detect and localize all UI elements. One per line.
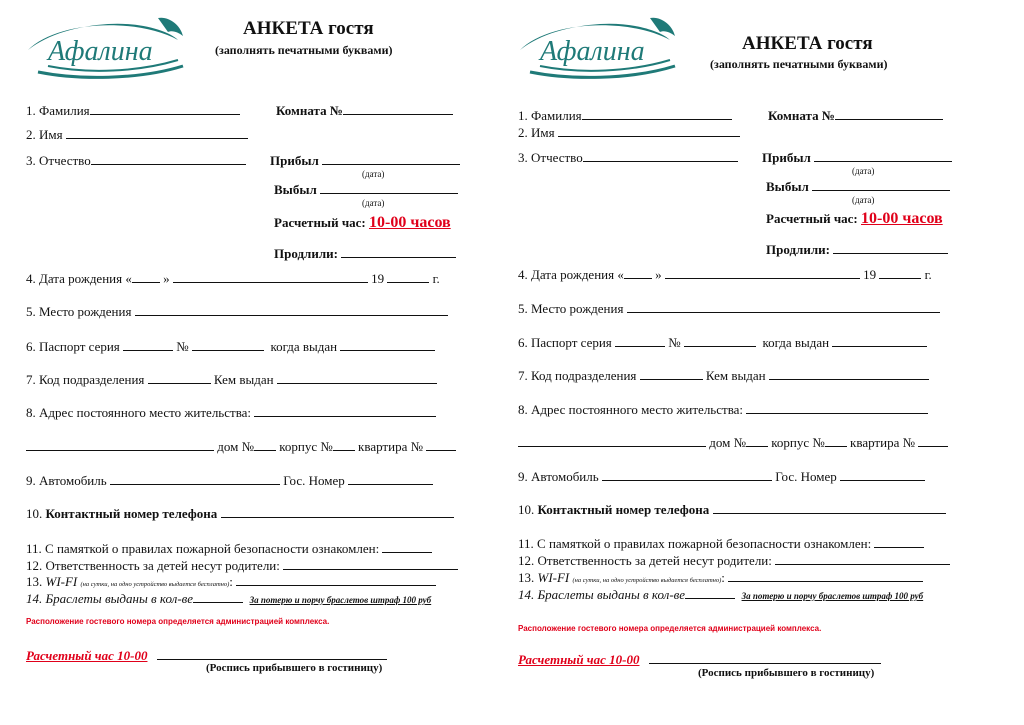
- birthdate-field[interactable]: 4. Дата рождения « » 19 г.: [26, 271, 440, 286]
- departed-field[interactable]: Выбыл: [766, 178, 950, 195]
- guest-form-right: [510, 0, 1000, 725]
- checkout-footer[interactable]: Расчетный час 10-00: [518, 651, 881, 668]
- division-code-field[interactable]: 7. Код подразделения Кем выдан: [26, 371, 437, 388]
- room-field[interactable]: Комната №: [768, 107, 943, 124]
- birthdate-field[interactable]: 4. Дата рождения « » 19 г.: [518, 267, 932, 282]
- patronymic-field[interactable]: 3. Отчество: [26, 152, 246, 169]
- extended-field[interactable]: Продлили:: [766, 241, 948, 258]
- form-subtitle: (заполнять печатными буквами): [215, 43, 393, 57]
- children-field[interactable]: 12. Ответственность за детей несут родители:: [518, 552, 950, 569]
- checkout-time: Расчетный час: 10-00 часов: [766, 210, 943, 227]
- wifi-field[interactable]: 13. WI-FI (на сутки, на одно устройство выдается бесплатно):: [518, 569, 923, 586]
- extended-field[interactable]: Продлили:: [274, 245, 456, 262]
- departed-date-hint: (дата): [852, 195, 875, 205]
- fire-safety-field[interactable]: 11. С памяткой о правилах пожарной безопасности ознакомлен:: [518, 535, 924, 552]
- address-field[interactable]: 8. Адрес постоянного место жительства:: [518, 401, 928, 418]
- wifi-field[interactable]: 13. WI-FI (на сутки, на одно устройство выдается бесплатно):: [26, 573, 436, 590]
- arrived-field[interactable]: Прибыл: [270, 152, 460, 169]
- arrived-date-hint: (дата): [362, 169, 385, 179]
- division-code-field[interactable]: 7. Код подразделения Кем выдан: [518, 367, 929, 384]
- children-field[interactable]: 12. Ответственность за детей несут родители:: [26, 557, 458, 574]
- signature-caption: (Роспись прибывшего в гостиницу): [206, 662, 383, 674]
- birthplace-field[interactable]: 5. Место рождения: [518, 300, 940, 317]
- surname-field[interactable]: 1. Фамилия: [518, 107, 732, 124]
- car-field[interactable]: 9. Автомобиль Гос. Номер: [26, 472, 433, 489]
- afalina-logo: [18, 10, 193, 82]
- checkout-footer[interactable]: Расчетный час 10-00: [26, 647, 387, 664]
- form-subtitle: (заполнять печатными буквами): [710, 57, 888, 71]
- passport-field[interactable]: 6. Паспорт серия № когда выдан: [518, 334, 927, 351]
- name-field[interactable]: 2. Имя: [26, 126, 248, 143]
- arrived-field[interactable]: Прибыл: [762, 149, 952, 166]
- bracelets-field[interactable]: 14. Браслеты выданы в кол-ве За потерю и порчу браслетов штраф 100 руб: [518, 587, 924, 602]
- phone-field[interactable]: 10. Контактный номер телефона: [518, 501, 946, 518]
- car-field[interactable]: 9. Автомобиль Гос. Номер: [518, 468, 925, 485]
- signature-caption: (Роспись прибывшего в гостиницу): [698, 667, 875, 679]
- form-title: АНКЕТА гостя: [742, 33, 873, 54]
- bracelets-field[interactable]: 14. Браслеты выданы в кол-ве За потерю и порчу браслетов штраф 100 руб: [26, 591, 432, 606]
- checkout-time: Расчетный час: 10-00 часов: [274, 214, 451, 231]
- svg-text:Афалина: Афалина: [48, 36, 153, 67]
- afalina-logo: [510, 10, 685, 82]
- room-assignment-note: Расположение гостевого номера определяется администрацией комплекса.: [518, 624, 822, 633]
- room-field[interactable]: Комната №: [276, 102, 453, 119]
- address-line-2[interactable]: дом № корпус № квартира №: [26, 438, 456, 455]
- room-assignment-note: Расположение гостевого номера определяется администрацией комплекса.: [26, 617, 330, 626]
- arrived-date-hint: (дата): [852, 166, 875, 176]
- departed-date-hint: (дата): [362, 198, 385, 208]
- fire-safety-field[interactable]: 11. С памяткой о правилах пожарной безопасности ознакомлен:: [26, 540, 432, 557]
- svg-text:Афалина: Афалина: [540, 36, 645, 67]
- birthplace-field[interactable]: 5. Место рождения: [26, 303, 448, 320]
- patronymic-field[interactable]: 3. Отчество: [518, 149, 738, 166]
- departed-field[interactable]: Выбыл: [274, 181, 458, 198]
- phone-field[interactable]: 10. Контактный номер телефона: [26, 505, 454, 522]
- form-title: АНКЕТА гостя: [243, 18, 374, 39]
- name-field[interactable]: 2. Имя: [518, 124, 740, 141]
- address-field[interactable]: 8. Адрес постоянного место жительства:: [26, 404, 436, 421]
- passport-field[interactable]: 6. Паспорт серия № когда выдан: [26, 338, 435, 355]
- surname-field[interactable]: 1. Фамилия: [26, 102, 240, 119]
- address-line-2[interactable]: дом № корпус № квартира №: [518, 434, 948, 451]
- guest-form-left: [18, 0, 508, 725]
